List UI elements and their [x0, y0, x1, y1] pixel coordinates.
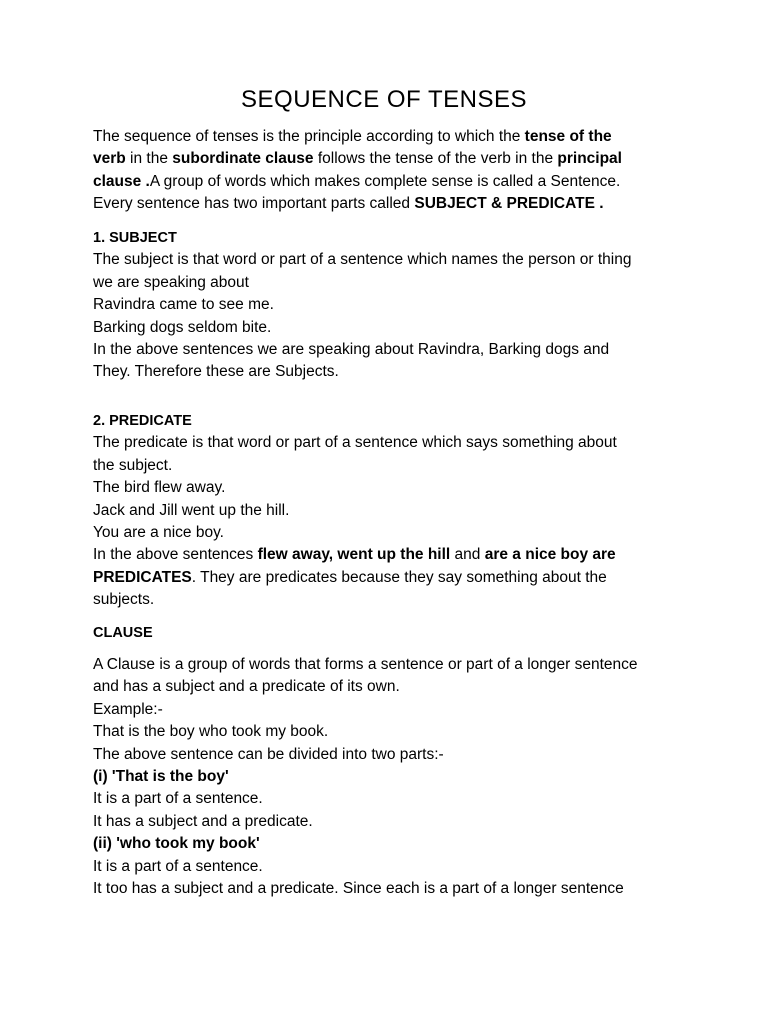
- intro-line-4: [93, 193, 683, 215]
- clause-line: It is a part of a sentence.: [93, 857, 263, 875]
- clause-part-heading: (ii) 'who took my book': [93, 835, 260, 853]
- intro-line-1: [93, 126, 683, 148]
- clause-line: It too has a subject and a predicate. Since each is a part of a longer sentence: [93, 880, 624, 898]
- section-heading-subject: 1. SUBJECT: [93, 230, 177, 246]
- subject-line: Barking dogs seldom bite.: [93, 318, 272, 336]
- subject-line: In the above sentences we are speaking about Ravindra, Barking dogs and: [93, 341, 610, 359]
- predicate-text: and: [450, 546, 485, 564]
- intro-text: Every sentence has two important parts called: [93, 195, 415, 213]
- clause-line: It has a subject and a predicate.: [93, 812, 313, 830]
- clause-line: Example:-: [93, 700, 163, 718]
- predicate-line: [93, 544, 683, 566]
- clause-line: and has a subject and a predicate of its own.: [93, 678, 400, 696]
- predicate-bold-text: are a nice boy are: [484, 546, 616, 564]
- predicate-line: You are a nice boy.: [93, 524, 224, 542]
- intro-line-3: [93, 171, 683, 193]
- clause-line: A Clause is a group of words that forms a sentence or part of a longer sentence: [93, 656, 638, 673]
- predicate-line: the subject.: [93, 456, 173, 474]
- clause-line: It is a part of a sentence.: [93, 790, 263, 808]
- clause-line: The above sentence can be divided into two parts:-: [93, 745, 444, 763]
- section-heading-clause: CLAUSE: [93, 625, 153, 641]
- intro-paragraph: [93, 126, 683, 216]
- subject-line: we are speaking about: [93, 273, 249, 291]
- intro-text: follows the tense of the verb in the: [313, 150, 558, 168]
- intro-line-2: [93, 148, 683, 170]
- intro-bold-text: clause .: [93, 172, 150, 190]
- clause-line: That is the boy who took my book.: [93, 723, 329, 741]
- intro-text: in the: [125, 150, 173, 168]
- clause-heading-block: [93, 622, 683, 644]
- clause-section: [93, 654, 683, 900]
- predicate-text: In the above sentences: [93, 546, 258, 564]
- intro-bold-text: subordinate clause: [172, 150, 314, 168]
- predicate-line: The bird flew away.: [93, 479, 226, 497]
- section-heading-predicate: 2. PREDICATE: [93, 413, 192, 429]
- page-title: SEQUENCE OF TENSES: [241, 86, 527, 113]
- clause-part-heading: (i) 'That is the boy': [93, 768, 229, 786]
- intro-bold-text: verb: [93, 150, 126, 168]
- subject-line: Ravindra came to see me.: [93, 296, 274, 314]
- subject-line: The subject is that word or part of a sentence which names the person or thing: [93, 251, 632, 269]
- predicate-line: Jack and Jill went up the hill.: [93, 501, 290, 519]
- predicate-bold-text: PREDICATES: [93, 568, 192, 586]
- intro-text: A group of words which makes complete sense is called a Sentence.: [149, 172, 621, 190]
- intro-text: The sequence of tenses is the principle according to which the: [93, 128, 525, 145]
- intro-bold-text: SUBJECT & PREDICATE .: [414, 195, 604, 213]
- predicate-line: [93, 567, 683, 589]
- subject-line: They. Therefore these are Subjects.: [93, 363, 339, 381]
- subject-section: [93, 227, 683, 384]
- intro-bold-text: tense of the: [524, 128, 612, 145]
- intro-bold-text: principal: [557, 150, 622, 168]
- predicate-line: subjects.: [93, 591, 155, 609]
- predicate-section: [93, 410, 683, 612]
- predicate-line: The predicate is that word or part of a sentence which says something about: [93, 434, 617, 452]
- predicate-text: . They are predicates because they say something about the: [191, 568, 607, 586]
- predicate-bold-text: flew away, went up the hill: [257, 546, 451, 564]
